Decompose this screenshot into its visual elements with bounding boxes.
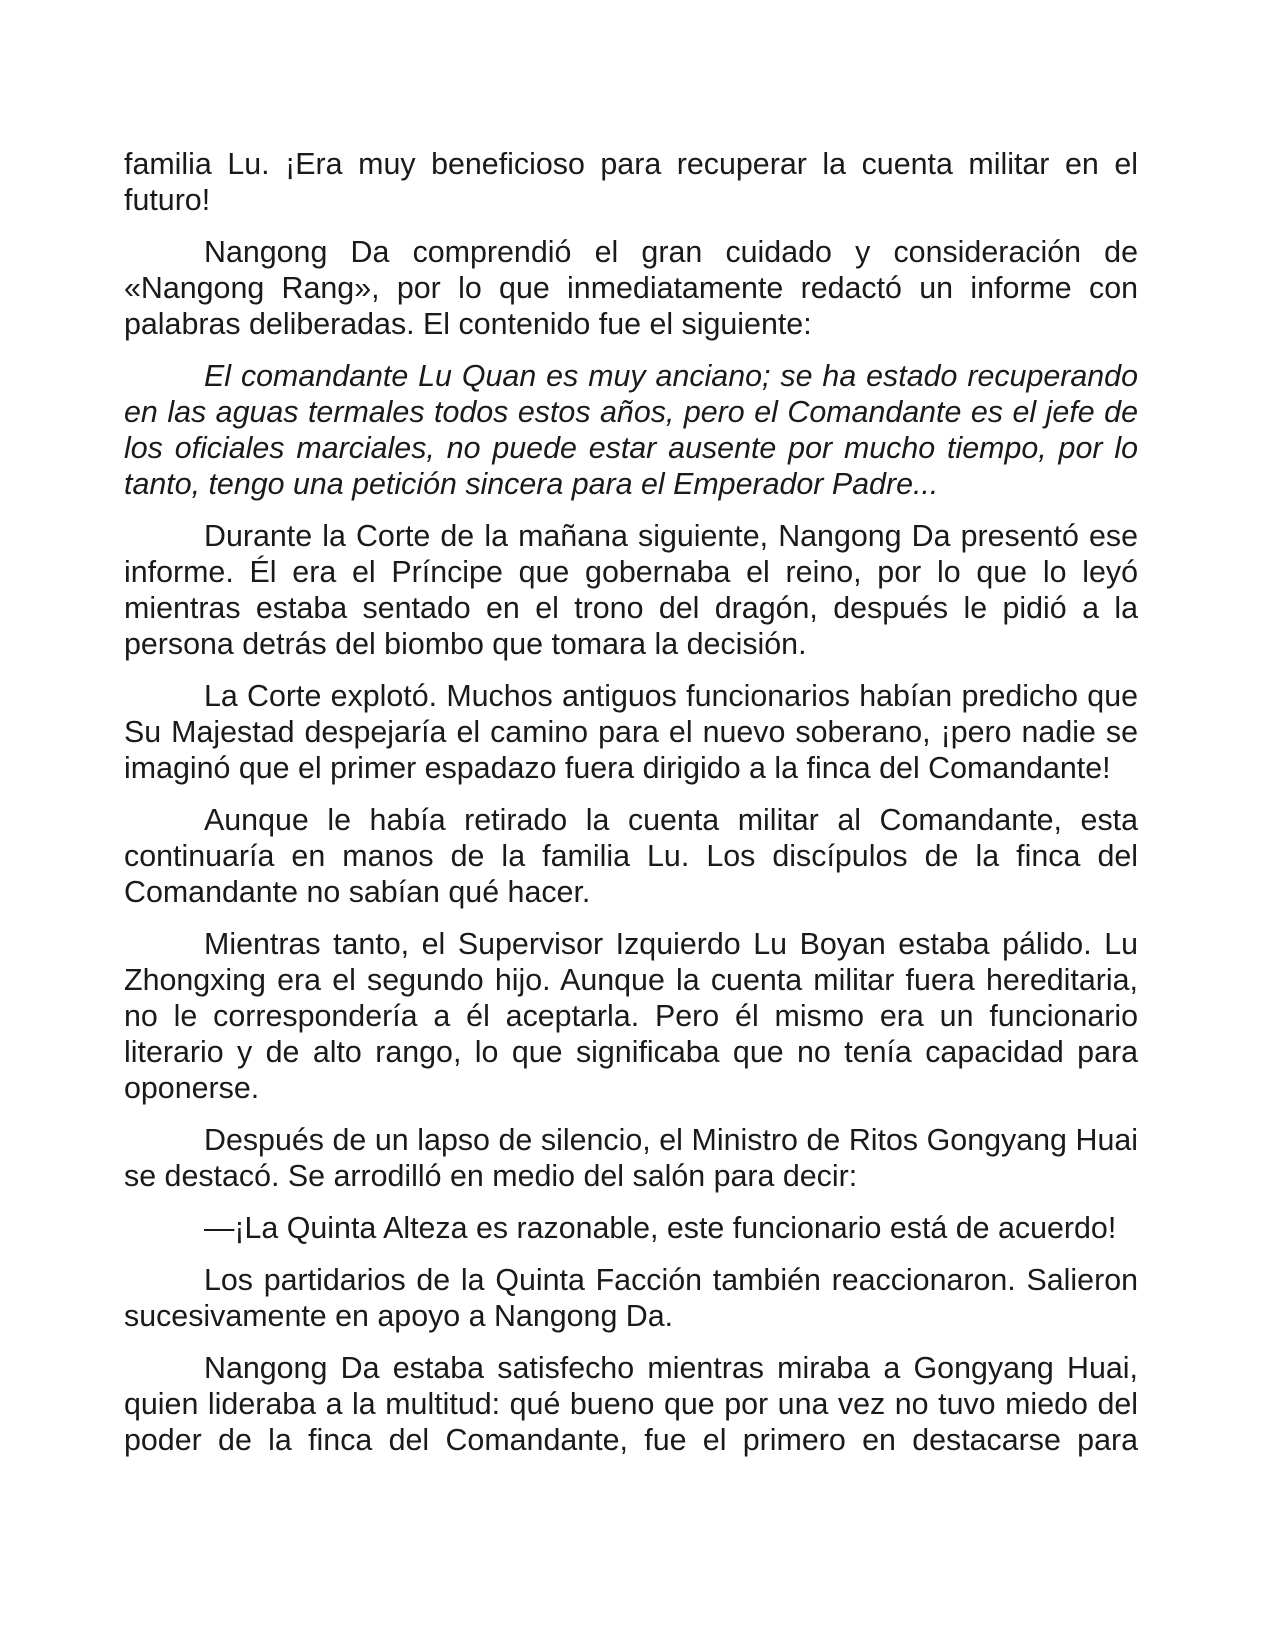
paragraph-8: Después de un lapso de silencio, el Ministro de Ritos Gongyang Huai se destacó. Se arrodilló en medio del salón para decir: bbox=[124, 1123, 1138, 1193]
paragraph-9-dialogue: —¡La Quinta Alteza es razonable, este funcionario está de acuerdo! bbox=[204, 1211, 1117, 1245]
paragraph-10: Los partidarios de la Quinta Facción también reaccionaron. Salieron sucesivamente en apoyo a Nangong Da. bbox=[124, 1263, 1138, 1333]
paragraph-1: familia Lu. ¡Era muy beneficioso para recuperar la cuenta militar en el futuro! bbox=[124, 147, 1138, 217]
paragraph-2: Nangong Da comprendió el gran cuidado y consideración de «Nangong Rang», por lo que inmediatamente redactó un informe con palabras deliberadas. El contenido fue el siguiente: bbox=[124, 235, 1138, 341]
paragraph-3-italic-report: El comandante Lu Quan es muy anciano; se ha estado recuperando en las aguas termales todos estos años, pero el Comandante es el jefe de los oficiales marciales, no puede estar ausente por mucho tiempo, por lo tanto, tengo una petición sincera para el Emperador Padre... bbox=[124, 359, 1138, 501]
paragraph-11: Nangong Da estaba satisfecho mientras miraba a Gongyang Huai, quien lideraba a la multitud: qué bueno que por una vez no tuvo miedo del poder de la finca del Comandante, fue el primero en destacarse para bbox=[124, 1351, 1138, 1457]
body-text bbox=[124, 146, 1138, 1474]
paragraph-5: La Corte explotó. Muchos antiguos funcionarios habían predicho que Su Majestad despejaría el camino para el nuevo soberano, ¡pero nadie se imaginó que el primer espadazo fuera dirigido a la finca del Comandante! bbox=[124, 679, 1138, 785]
paragraph-7: Mientras tanto, el Supervisor Izquierdo Lu Boyan estaba pálido. Lu Zhongxing era el segundo hijo. Aunque la cuenta militar fuera hereditaria, no le correspondería a él aceptarla. Pero él mismo era un funcionario literario y de alto rango, lo que significaba que no tenía capacidad para oponerse. bbox=[124, 927, 1138, 1105]
paragraph-4: Durante la Corte de la mañana siguiente, Nangong Da presentó ese informe. Él era el Príncipe que gobernaba el reino, por lo que lo leyó mientras estaba sentado en el trono del dragón, después le pidió a la persona detrás del biombo que tomara la decisión. bbox=[124, 519, 1138, 661]
paragraph-6: Aunque le había retirado la cuenta militar al Comandante, esta continuaría en manos de la familia Lu. Los discípulos de la finca del Comandante no sabían qué hacer. bbox=[124, 803, 1138, 909]
